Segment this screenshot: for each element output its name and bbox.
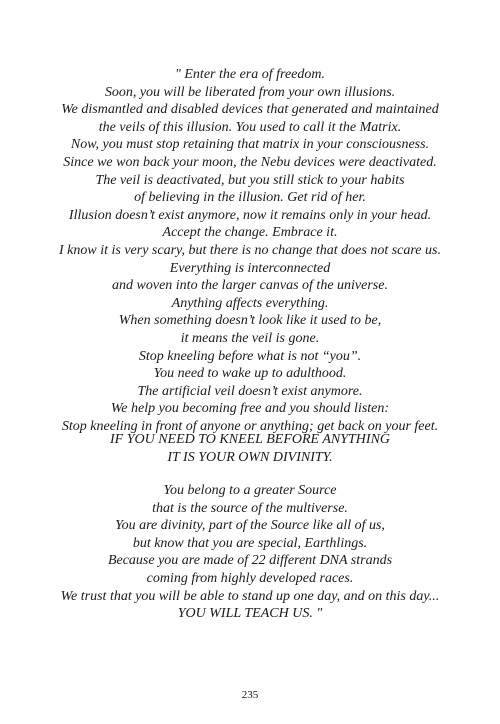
text-line: You are divinity, part of the Source like all of us, (115, 518, 385, 534)
text-line: Accept the change. Embrace it. (162, 225, 338, 241)
capitalized-statement (0, 431, 500, 466)
message-paragraph-1 (0, 66, 500, 435)
text-line: IT IS YOUR OWN DIVINITY. (167, 449, 333, 465)
text-line: the veils of this illusion. You used to call it the Matrix. (98, 119, 402, 135)
text-line: it means the veil is gone. (180, 330, 320, 346)
message-paragraph-3 (0, 482, 500, 623)
text-line: Because you are made of 22 different DNA strands (107, 553, 393, 569)
text-line: of believing in the illusion. Get rid of her. (134, 190, 366, 206)
text-line: " Enter the era of freedom. (175, 67, 325, 82)
text-line: Stop kneeling in front of anyone or anything; get back on your feet. (61, 418, 439, 434)
text-line: The veil is deactivated, but you still stick to your habits (95, 172, 405, 188)
text-line: We trust that you will be able to stand up one day, and on this day... (60, 588, 440, 604)
text-line: We dismantled and disabled devices that generated and maintained (61, 102, 439, 118)
text-line: IF YOU NEED TO KNEEL BEFORE ANYTHING (109, 432, 391, 447)
text-line: Now, you must stop retaining that matrix in your consciousness. (70, 137, 430, 153)
text-line: Soon, you will be liberated from your own illusions. (104, 84, 396, 100)
text-line: Stop kneeling before what is not “you”. (138, 348, 362, 364)
text-line: Illusion doesn’t exist anymore, now it remains only in your head. (68, 207, 432, 223)
text-line: The artificial veil doesn’t exist anymore. (137, 383, 363, 399)
text-line: Everything is interconnected (169, 260, 331, 276)
text-line: I know it is very scary, but there is no change that does not scare us. (59, 242, 441, 258)
text-line: We help you becoming free and you should listen: (110, 401, 390, 417)
text-line: When something doesn’t look like it used to be, (118, 313, 382, 329)
text-line: and woven into the larger canvas of the universe. (112, 278, 388, 294)
page-number: 235 (241, 689, 259, 701)
text-line: You need to wake up to adulthood. (153, 366, 347, 382)
text-line: coming from highly developed races. (146, 570, 354, 586)
text-line: Anything affects everything. (171, 295, 329, 311)
text-line: YOU WILL TEACH US. " (177, 606, 323, 622)
text-line: You belong to a greater Source (163, 483, 337, 498)
text-line: but know that you are special, Earthlings. (132, 535, 368, 551)
text-line: that is the source of the multiverse. (152, 500, 348, 516)
text-line: Since we won back your moon, the Nebu devices were deactivated. (63, 154, 437, 170)
